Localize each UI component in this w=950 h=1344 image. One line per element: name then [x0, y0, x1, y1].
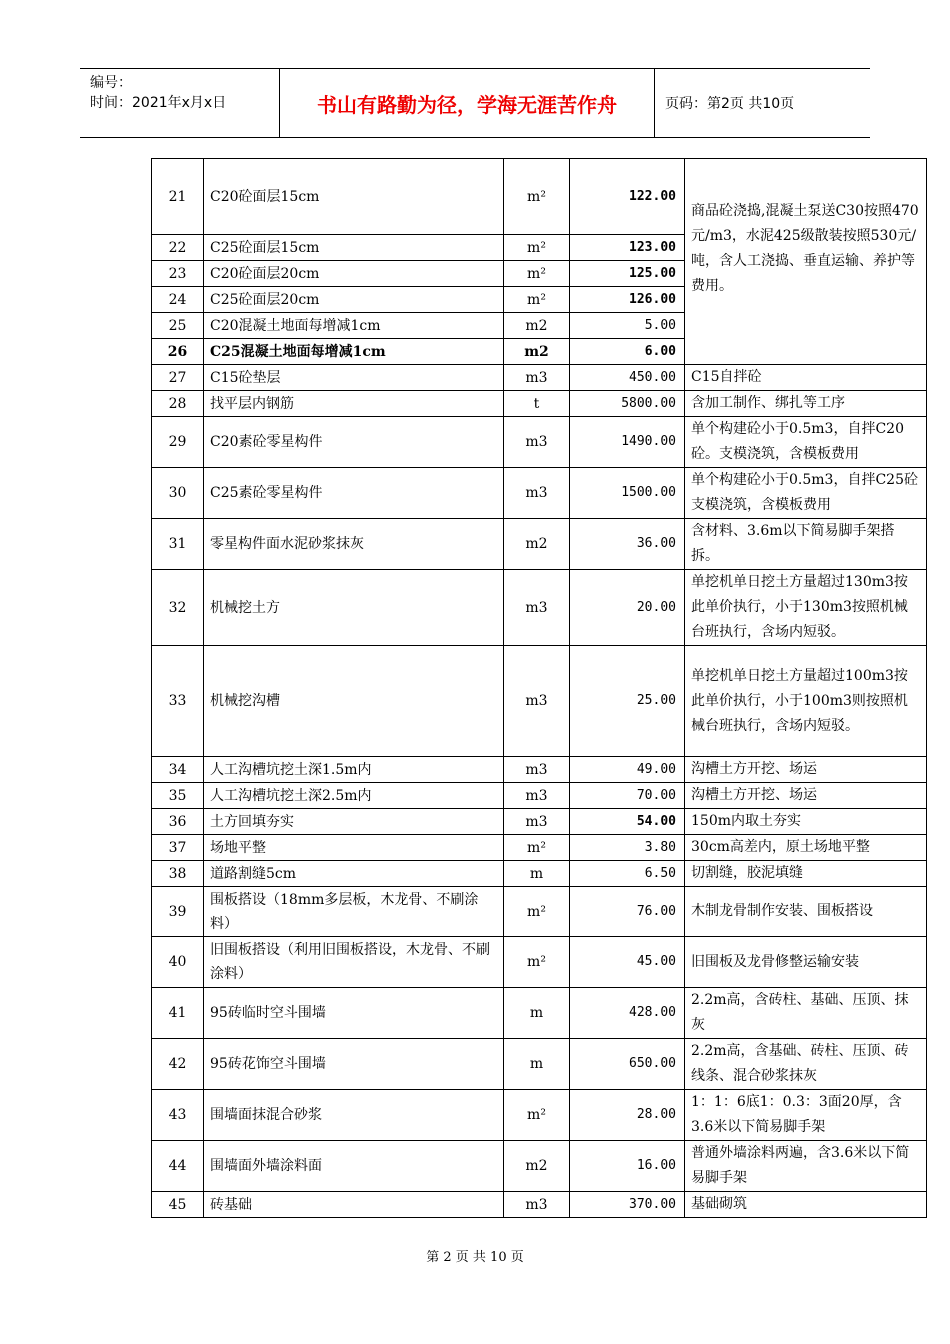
row-note: 沟槽土方开挖、场运: [685, 783, 927, 809]
row-no: 21: [152, 159, 204, 235]
row-price: 6.00: [570, 339, 685, 365]
table-row: [152, 1090, 927, 1141]
header-page-info: 页码：第2页 共10页: [665, 96, 795, 112]
row-no: 43: [152, 1090, 204, 1141]
row-no: 36: [152, 809, 204, 835]
row-price: 36.00: [570, 519, 685, 570]
table-row: [152, 646, 927, 757]
table-row: [152, 1192, 927, 1218]
header-meta: [80, 69, 280, 137]
row-no: 26: [152, 339, 204, 365]
row-no: 44: [152, 1141, 204, 1192]
row-note: 商品砼浇捣,混凝土泵送C30按照470元/m3，水泥425级散装按照530元/吨，含人工浇捣、垂直运输、养护等费用。: [685, 159, 927, 365]
row-no: 42: [152, 1039, 204, 1090]
row-no: 45: [152, 1192, 204, 1218]
table-row: [152, 391, 927, 417]
row-unit: m3: [504, 1192, 570, 1218]
row-no: 33: [152, 646, 204, 757]
row-price: 49.00: [570, 757, 685, 783]
row-no: 38: [152, 861, 204, 887]
table-row: [152, 468, 927, 519]
row-note: C15自拌砼: [685, 365, 927, 391]
row-unit: m3: [504, 365, 570, 391]
row-no: 37: [152, 835, 204, 861]
row-name: 人工沟槽坑挖土深2.5m内: [204, 783, 504, 809]
row-price: 122.00: [570, 159, 685, 235]
row-unit: m²: [504, 287, 570, 313]
row-unit: m3: [504, 468, 570, 519]
row-no: 35: [152, 783, 204, 809]
row-note: 单个构建砼小于0.5m3，自拌C20砼。支模浇筑，含模板费用: [685, 417, 927, 468]
row-name: 找平层内钢筋: [204, 391, 504, 417]
row-price: 25.00: [570, 646, 685, 757]
table-row: [152, 417, 927, 468]
row-name: 道路割缝5cm: [204, 861, 504, 887]
table-row: [152, 861, 927, 887]
row-note: 基础砌筑: [685, 1192, 927, 1218]
table-row: [152, 1141, 927, 1192]
row-note: 含加工制作、绑扎等工序: [685, 391, 927, 417]
row-no: 32: [152, 570, 204, 646]
row-price: 1490.00: [570, 417, 685, 468]
row-price: 126.00: [570, 287, 685, 313]
row-name: 围墙面抹混合砂浆: [204, 1090, 504, 1141]
row-no: 40: [152, 937, 204, 988]
row-unit: t: [504, 391, 570, 417]
code-label: 编号：: [90, 75, 132, 91]
time-label: 时间：2021年x月x日: [90, 95, 227, 111]
row-price: 20.00: [570, 570, 685, 646]
row-unit: m²: [504, 887, 570, 937]
row-price: 125.00: [570, 261, 685, 287]
table-row: [152, 519, 927, 570]
row-name: C25混凝土地面每增减1cm: [204, 339, 504, 365]
row-name: 人工沟槽坑挖土深1.5m内: [204, 757, 504, 783]
row-price: 123.00: [570, 235, 685, 261]
row-unit: m²: [504, 235, 570, 261]
row-price: 45.00: [570, 937, 685, 988]
row-note: 单个构建砼小于0.5m3，自拌C25砼支模浇筑，含模板费用: [685, 468, 927, 519]
row-unit: m²: [504, 1090, 570, 1141]
row-no: 28: [152, 391, 204, 417]
table-row: [152, 988, 927, 1039]
row-name: 围板搭设（18mm多层板，木龙骨、不刷涂料）: [204, 887, 504, 937]
row-unit: m: [504, 1039, 570, 1090]
row-note: 1：1：6底1：0.3：3面20厚，含3.6米以下简易脚手架: [685, 1090, 927, 1141]
row-name: C25素砼零星构件: [204, 468, 504, 519]
row-name: 95砖花饰空斗围墙: [204, 1039, 504, 1090]
table-row: [152, 570, 927, 646]
row-price: 370.00: [570, 1192, 685, 1218]
row-note: 木制龙骨制作安装、围板搭设: [685, 887, 927, 937]
row-price: 450.00: [570, 365, 685, 391]
row-unit: m²: [504, 159, 570, 235]
row-unit: m²: [504, 261, 570, 287]
table-row: [152, 1039, 927, 1090]
row-no: 25: [152, 313, 204, 339]
row-no: 34: [152, 757, 204, 783]
row-name: C20砼面层15cm: [204, 159, 504, 235]
row-name: 砖基础: [204, 1192, 504, 1218]
row-note: 含材料、3.6m以下简易脚手架搭拆。: [685, 519, 927, 570]
row-name: 95砖临时空斗围墙: [204, 988, 504, 1039]
row-name: C20素砼零星构件: [204, 417, 504, 468]
table-row: [152, 757, 927, 783]
row-price: 5.00: [570, 313, 685, 339]
row-note: 旧围板及龙骨修整运输安装: [685, 937, 927, 988]
row-name: 围墙面外墙涂料面: [204, 1141, 504, 1192]
row-no: 30: [152, 468, 204, 519]
row-price: 3.80: [570, 835, 685, 861]
row-price: 70.00: [570, 783, 685, 809]
row-name: C20混凝土地面每增减1cm: [204, 313, 504, 339]
row-name: C15砼垫层: [204, 365, 504, 391]
row-name: 土方回填夯实: [204, 809, 504, 835]
row-note: 150m内取土夯实: [685, 809, 927, 835]
row-price: 76.00: [570, 887, 685, 937]
table-row: [152, 783, 927, 809]
row-name: 旧围板搭设（利用旧围板搭设，木龙骨、不刷涂料）: [204, 937, 504, 988]
row-price: 1500.00: [570, 468, 685, 519]
table-row: [152, 835, 927, 861]
row-name: 零星构件面水泥砂浆抹灰: [204, 519, 504, 570]
row-unit: m²: [504, 835, 570, 861]
row-note: 30cm高差内，原土场地平整: [685, 835, 927, 861]
row-no: 24: [152, 287, 204, 313]
row-price: 650.00: [570, 1039, 685, 1090]
row-name: 机械挖沟槽: [204, 646, 504, 757]
row-unit: m2: [504, 313, 570, 339]
row-no: 23: [152, 261, 204, 287]
row-no: 27: [152, 365, 204, 391]
row-unit: m: [504, 988, 570, 1039]
row-name: 机械挖土方: [204, 570, 504, 646]
row-price: 6.50: [570, 861, 685, 887]
table-row: [152, 159, 927, 235]
row-note: 沟槽土方开挖、场运: [685, 757, 927, 783]
row-unit: m3: [504, 417, 570, 468]
row-unit: m2: [504, 519, 570, 570]
row-unit: m2: [504, 339, 570, 365]
row-note: 2.2m高，含砖柱、基础、压顶、抹灰: [685, 988, 927, 1039]
row-no: 41: [152, 988, 204, 1039]
row-note: 普通外墙涂料两遍，含3.6米以下简易脚手架: [685, 1141, 927, 1192]
row-name: C25砼面层15cm: [204, 235, 504, 261]
row-unit: m3: [504, 783, 570, 809]
row-unit: m3: [504, 757, 570, 783]
header-motto: 书山有路勤为径，学海无涯苦作舟: [280, 69, 655, 137]
row-unit: m3: [504, 570, 570, 646]
page-header: [80, 68, 870, 138]
row-name: C25砼面层20cm: [204, 287, 504, 313]
row-note: 切割缝，胶泥填缝: [685, 861, 927, 887]
row-unit: m3: [504, 646, 570, 757]
table-row: [152, 809, 927, 835]
row-no: 39: [152, 887, 204, 937]
row-price: 428.00: [570, 988, 685, 1039]
row-unit: m3: [504, 809, 570, 835]
row-price: 54.00: [570, 809, 685, 835]
row-note: 2.2m高，含基础、砖柱、压顶、砖线条、混合砂浆抹灰: [685, 1039, 927, 1090]
table-row: [152, 937, 927, 988]
row-no: 31: [152, 519, 204, 570]
row-price: 16.00: [570, 1141, 685, 1192]
row-price: 5800.00: [570, 391, 685, 417]
table-row: [152, 887, 927, 937]
row-note: 单挖机单日挖土方量超过100m3按此单价执行，小于100m3则按照机械台班执行，含场内短驳。: [685, 646, 927, 757]
row-unit: m2: [504, 1141, 570, 1192]
row-price: 28.00: [570, 1090, 685, 1141]
row-name: 场地平整: [204, 835, 504, 861]
row-unit: m²: [504, 937, 570, 988]
row-name: C20砼面层20cm: [204, 261, 504, 287]
page-footer: 第 2 页 共 10 页: [426, 1250, 524, 1265]
row-note: 单挖机单日挖土方量超过130m3按此单价执行，小于130m3按照机械台班执行，含场内短驳。: [685, 570, 927, 646]
row-no: 29: [152, 417, 204, 468]
table-row: [152, 365, 927, 391]
row-no: 22: [152, 235, 204, 261]
price-table: [151, 158, 927, 1218]
row-unit: m: [504, 861, 570, 887]
